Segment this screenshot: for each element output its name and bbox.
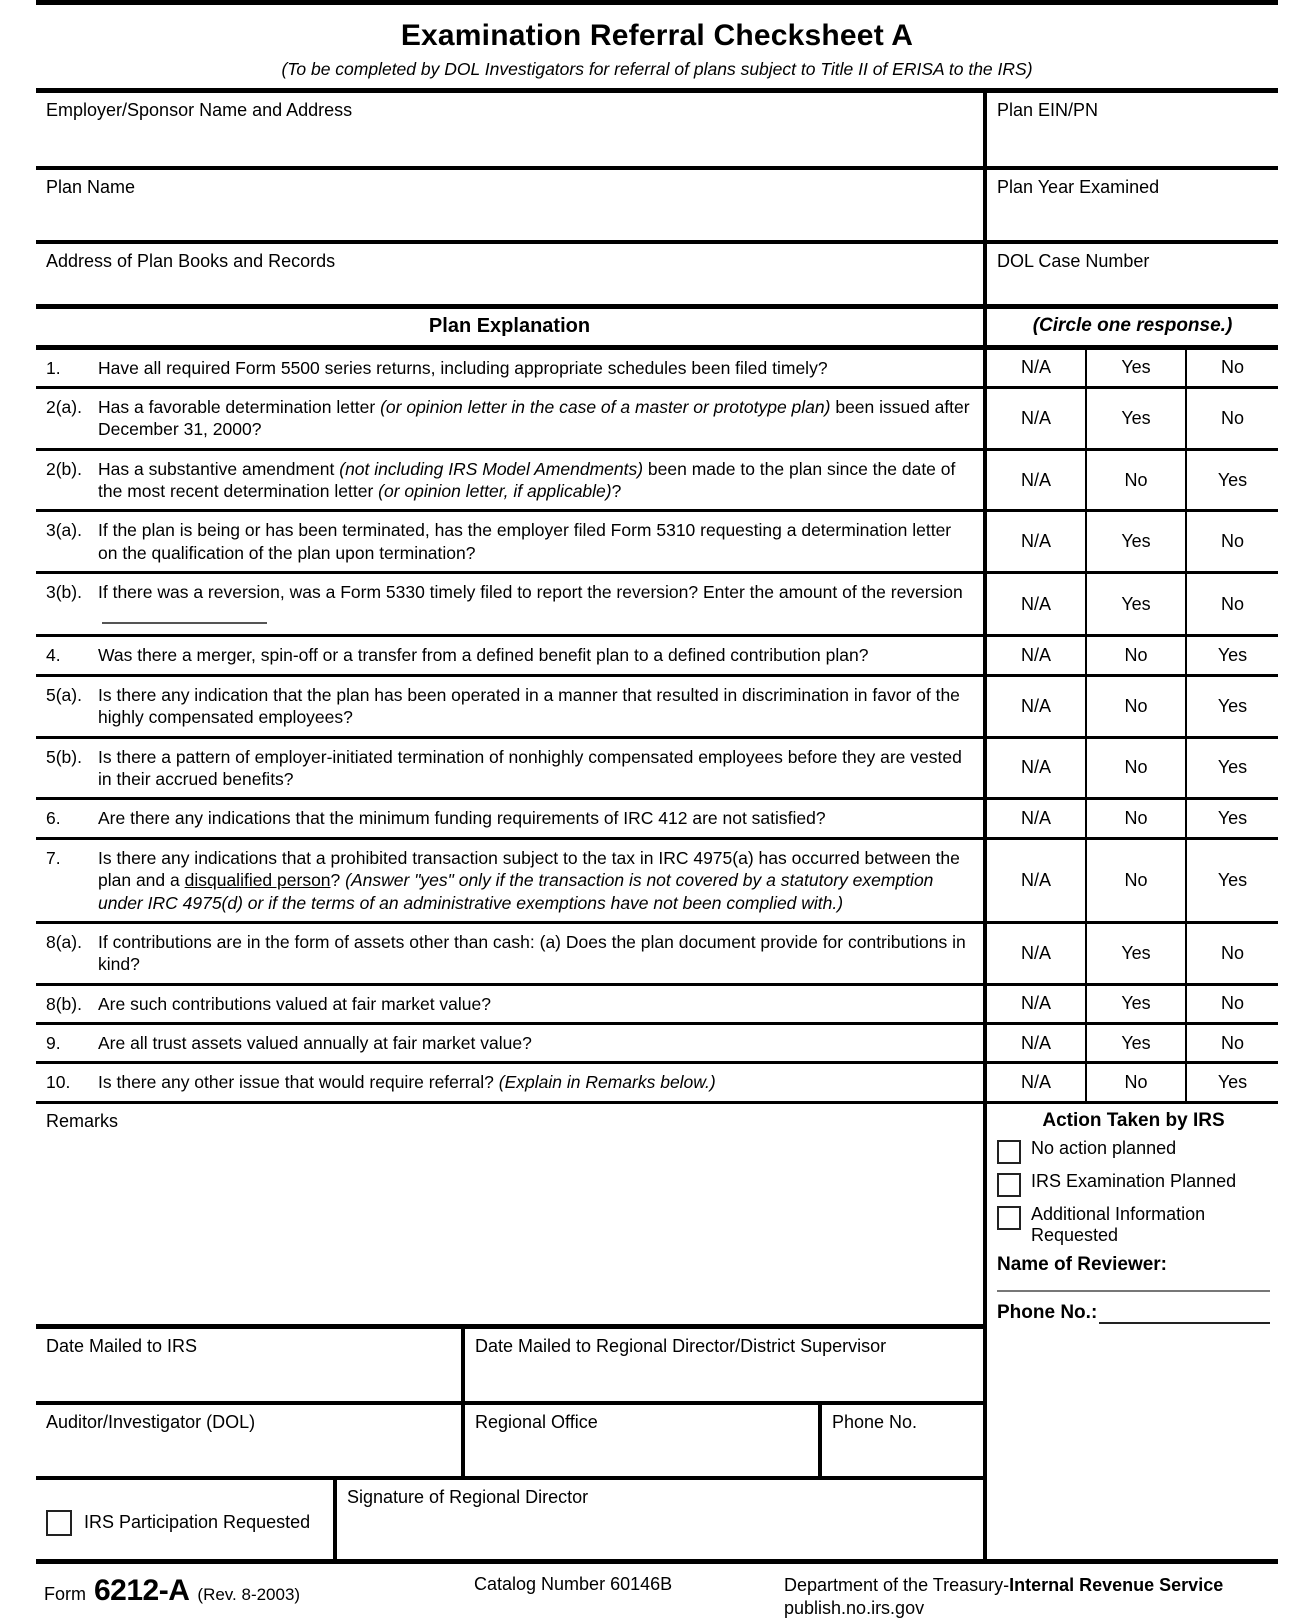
table-row bbox=[36, 800, 1278, 836]
answer-cells bbox=[983, 800, 1278, 836]
regional-office-label: Regional Office bbox=[475, 1412, 598, 1433]
signature-regional-label: Signature of Regional Director bbox=[347, 1487, 589, 1508]
question-cell bbox=[36, 677, 983, 736]
answer-option-3[interactable]: Yes bbox=[1185, 451, 1278, 510]
plan-year-field[interactable] bbox=[983, 170, 1278, 240]
question-number: 5(a). bbox=[46, 684, 82, 705]
irs-form-6212a bbox=[36, 0, 1278, 1621]
answer-option-3[interactable]: Yes bbox=[1185, 677, 1278, 736]
remarks-action-row bbox=[36, 1104, 1278, 1324]
auditor-field[interactable] bbox=[36, 1405, 461, 1476]
signature-block bbox=[36, 1324, 1278, 1559]
phone-no-label: Phone No. bbox=[832, 1412, 918, 1433]
question-number: 8(b). bbox=[46, 993, 82, 1014]
answer-option-na[interactable]: N/A bbox=[1020, 1072, 1051, 1093]
question-number: 1. bbox=[46, 357, 61, 378]
answer-option-na[interactable]: N/A bbox=[1020, 469, 1051, 490]
reviewer-phone-row[interactable] bbox=[997, 1302, 1270, 1324]
date-mailed-irs-label: Date Mailed to IRS bbox=[46, 1336, 198, 1357]
answer-option-2[interactable]: Yes bbox=[1085, 1025, 1185, 1061]
question-cell bbox=[36, 924, 983, 983]
answer-option-3[interactable]: No bbox=[1185, 1025, 1278, 1061]
question-text: Have all required Form 5500 series returns, including appropriate schedules been filed timely? bbox=[98, 357, 828, 378]
phone-no-field[interactable] bbox=[818, 1405, 983, 1476]
answer-option-3[interactable]: No bbox=[1185, 574, 1278, 634]
answer-option-na[interactable]: N/A bbox=[1020, 695, 1051, 716]
answer-option-na[interactable]: N/A bbox=[1020, 869, 1051, 890]
answer-option-na[interactable]: N/A bbox=[1020, 942, 1051, 963]
answer-option-2[interactable]: Yes bbox=[1085, 986, 1185, 1022]
table-row bbox=[36, 739, 1278, 798]
checkbox-icon[interactable] bbox=[997, 1173, 1021, 1197]
question-cell bbox=[36, 574, 983, 634]
answer-option-na[interactable]: N/A bbox=[1020, 531, 1051, 552]
action-option-additional-info[interactable] bbox=[997, 1204, 1270, 1247]
answer-option-3[interactable]: No bbox=[1185, 924, 1278, 983]
answer-cells bbox=[983, 1064, 1278, 1100]
action-taken-title: Action Taken by IRS bbox=[1042, 1109, 1225, 1131]
answer-option-2[interactable]: No bbox=[1085, 1064, 1185, 1100]
question-cell bbox=[36, 389, 983, 448]
auditor-row bbox=[36, 1405, 983, 1476]
answer-option-3[interactable]: No bbox=[1185, 512, 1278, 571]
remarks-field[interactable] bbox=[36, 1104, 983, 1270]
answer-cells bbox=[983, 986, 1278, 1022]
plan-explanation-header: Plan Explanation bbox=[428, 314, 591, 337]
answer-option-3[interactable]: No bbox=[1185, 986, 1278, 1022]
answer-option-3[interactable]: Yes bbox=[1185, 637, 1278, 673]
answer-option-3[interactable]: Yes bbox=[1185, 739, 1278, 798]
answer-option-3[interactable]: No bbox=[1185, 389, 1278, 448]
action-taken-panel bbox=[983, 1104, 1278, 1324]
question-cell bbox=[36, 739, 983, 798]
form-footer bbox=[36, 1564, 1278, 1621]
date-mailed-regional-label: Date Mailed to Regional Director/District Supervisor bbox=[475, 1336, 887, 1357]
action-option-label: No action planned bbox=[1031, 1137, 1177, 1158]
footer-form-number: 6212-A bbox=[94, 1574, 190, 1608]
answer-option-2[interactable]: No bbox=[1085, 739, 1185, 798]
question-cell bbox=[36, 800, 983, 836]
title-block bbox=[36, 5, 1278, 88]
question-cell bbox=[36, 840, 983, 921]
question-text: Are all trust assets valued annually at fair market value? bbox=[98, 1033, 532, 1054]
answer-cells bbox=[983, 924, 1278, 983]
answer-cells bbox=[983, 350, 1278, 386]
table-row bbox=[36, 677, 1278, 736]
regional-office-field[interactable] bbox=[461, 1405, 818, 1476]
footer-revision: (Rev. 8-2003) bbox=[197, 1585, 301, 1605]
answer-option-na[interactable]: N/A bbox=[1020, 808, 1051, 829]
question-number: 5(b). bbox=[46, 746, 82, 767]
question-cell bbox=[36, 986, 983, 1022]
table-row bbox=[36, 1025, 1278, 1061]
plan-ein-label: Plan EIN/PN bbox=[997, 99, 1099, 120]
question-text: Is there any other issue that would require referral? (Explain in Remarks below.) bbox=[98, 1072, 716, 1093]
reviewer-input-rule[interactable] bbox=[997, 1290, 1270, 1292]
question-number: 8(a). bbox=[46, 931, 82, 952]
answer-option-3[interactable]: Yes bbox=[1185, 1064, 1278, 1100]
dol-case-field[interactable] bbox=[983, 244, 1278, 304]
plan-year-label: Plan Year Examined bbox=[997, 176, 1160, 197]
question-cell bbox=[36, 1064, 983, 1100]
table-row bbox=[36, 637, 1278, 673]
plan-name-row bbox=[36, 170, 1278, 240]
reviewer-label: Name of Reviewer: bbox=[997, 1254, 1168, 1276]
question-text: Has a substantive amendment (not including IRS Model Amendments) been made to the plan since the date of the most recent determination letter (or opinion letter, if applicable)? bbox=[98, 458, 956, 502]
answer-option-2[interactable]: Yes bbox=[1085, 574, 1185, 634]
answer-cells bbox=[983, 512, 1278, 571]
question-text: If there was a reversion, was a Form 5330 timely filed to report the reversion? Enter the amount of the reversion bbox=[98, 581, 971, 627]
employer-label: Employer/Sponsor Name and Address bbox=[46, 99, 353, 120]
table-row bbox=[36, 840, 1278, 921]
answer-cells bbox=[983, 677, 1278, 736]
question-cell bbox=[36, 350, 983, 386]
question-number: 9. bbox=[46, 1033, 61, 1054]
question-cell bbox=[36, 451, 983, 510]
question-number: 10. bbox=[46, 1072, 71, 1093]
answer-option-2[interactable]: No bbox=[1085, 451, 1185, 510]
checkbox-icon[interactable] bbox=[997, 1140, 1021, 1164]
question-number: 4. bbox=[46, 645, 61, 666]
reviewer-phone-input[interactable] bbox=[1099, 1303, 1270, 1324]
books-address-label: Address of Plan Books and Records bbox=[46, 250, 336, 271]
answer-option-na[interactable]: N/A bbox=[1020, 993, 1051, 1014]
answer-option-3[interactable]: Yes bbox=[1185, 800, 1278, 836]
remarks-label: Remarks bbox=[46, 1110, 119, 1131]
signature-regional-field[interactable] bbox=[333, 1480, 983, 1559]
question-text: If contributions are in the form of assets other than cash: (a) Does the plan document provide for contributions in kind? bbox=[98, 931, 966, 975]
question-number: 3(a). bbox=[46, 520, 82, 541]
plan-name-field[interactable] bbox=[36, 170, 983, 240]
irs-participation-label: IRS Participation Requested bbox=[84, 1512, 311, 1533]
dol-case-label: DOL Case Number bbox=[997, 250, 1150, 271]
action-option-label: Additional Information Requested bbox=[1031, 1203, 1206, 1246]
table-header bbox=[36, 309, 1278, 345]
table-row bbox=[36, 389, 1278, 448]
answer-option-2[interactable]: No bbox=[1085, 637, 1185, 673]
answer-option-na[interactable]: N/A bbox=[1020, 357, 1051, 378]
question-text: Is there a pattern of employer-initiated termination of nonhighly compensated employees before they are vested in their accrued benefits? bbox=[98, 746, 962, 789]
footer-form-id bbox=[36, 1574, 474, 1608]
question-rows bbox=[36, 350, 1278, 1104]
answer-option-2[interactable]: No bbox=[1085, 677, 1185, 736]
question-text: Are such contributions valued at fair market value? bbox=[98, 993, 491, 1014]
question-number: 7. bbox=[46, 847, 61, 868]
footer-website: publish.no.irs.gov bbox=[784, 1598, 925, 1619]
table-row bbox=[36, 924, 1278, 983]
answer-option-2[interactable]: No bbox=[1085, 800, 1185, 836]
irs-participation-field[interactable] bbox=[36, 1480, 333, 1559]
question-number: 6. bbox=[46, 808, 61, 829]
page-subtitle: (To be completed by DOL Investigators for referral of plans subject to Title II of ERISA to the IRS) bbox=[281, 58, 1033, 79]
date-mailed-irs-field[interactable] bbox=[36, 1329, 461, 1401]
answer-cells bbox=[983, 840, 1278, 921]
table-row bbox=[36, 986, 1278, 1022]
question-number: 3(b). bbox=[46, 582, 82, 603]
action-option-label: IRS Examination Planned bbox=[1031, 1170, 1237, 1191]
answer-option-2[interactable]: Yes bbox=[1085, 350, 1185, 386]
auditor-label: Auditor/Investigator (DOL) bbox=[46, 1412, 256, 1433]
books-row bbox=[36, 244, 1278, 304]
action-option-exam-planned[interactable] bbox=[997, 1171, 1270, 1197]
footer-catalog: Catalog Number 60146B bbox=[474, 1574, 673, 1595]
question-text: If the plan is being or has been terminated, has the employer filed Form 5310 requesting a determination letter on the qualification of the plan upon termination? bbox=[98, 520, 952, 563]
answer-option-2[interactable]: No bbox=[1085, 840, 1185, 921]
question-text: Is there any indication that the plan has been operated in a manner that resulted in discrimination in favor of the highly compensated employees? bbox=[98, 684, 960, 728]
question-number: 2(a). bbox=[46, 396, 82, 417]
answer-option-na[interactable]: N/A bbox=[1020, 757, 1051, 778]
answer-cells bbox=[983, 1025, 1278, 1061]
employer-field[interactable] bbox=[36, 93, 983, 166]
plan-ein-field[interactable] bbox=[983, 93, 1278, 166]
question-text: Are there any indications that the minimum funding requirements of IRC 412 are not satisfied? bbox=[98, 808, 826, 829]
signature-right-spacer bbox=[983, 1324, 1278, 1559]
answer-cells bbox=[983, 739, 1278, 798]
answer-option-na[interactable]: N/A bbox=[1020, 407, 1051, 428]
answer-option-2[interactable]: Yes bbox=[1085, 512, 1185, 571]
question-text: Is there any indications that a prohibited transaction subject to the tax in IRC 4975(a) has occurred between the plan and a disqualified person? (Answer "yes" only if the transaction is not covered by a statutory exemption under IRC 4975(d) or if the terms of an administrative exemptions have not been complied with.) bbox=[98, 847, 960, 913]
date-mailed-row bbox=[36, 1329, 983, 1401]
table-row bbox=[36, 1064, 1278, 1100]
answer-cells bbox=[983, 451, 1278, 510]
participation-row bbox=[36, 1480, 983, 1559]
footer-form-label: Form bbox=[44, 1584, 86, 1605]
circle-one-response-header: (Circle one response.) bbox=[983, 309, 1278, 345]
question-cell bbox=[36, 512, 983, 571]
answer-option-na[interactable]: N/A bbox=[1020, 1032, 1051, 1053]
answer-option-na[interactable]: N/A bbox=[1020, 593, 1051, 614]
question-cell bbox=[36, 1025, 983, 1061]
signature-left bbox=[36, 1324, 983, 1559]
table-row bbox=[36, 451, 1278, 510]
plan-name-label: Plan Name bbox=[46, 176, 136, 197]
footer-department-prefix: Department of the Treasury- bbox=[784, 1575, 1010, 1596]
question-text: Was there a merger, spin-off or a transfer from a defined benefit plan to a defined contribution plan? bbox=[98, 645, 869, 666]
answer-cells bbox=[983, 574, 1278, 634]
table-row bbox=[36, 512, 1278, 571]
answer-option-2[interactable]: Yes bbox=[1085, 924, 1185, 983]
answer-cells bbox=[983, 637, 1278, 673]
action-option-no-action[interactable] bbox=[997, 1138, 1270, 1164]
answer-option-3[interactable]: No bbox=[1185, 350, 1278, 386]
checkbox-icon[interactable] bbox=[997, 1206, 1021, 1230]
books-address-field[interactable] bbox=[36, 244, 983, 304]
table-row bbox=[36, 350, 1278, 386]
reviewer-phone-label: Phone No.: bbox=[997, 1302, 1098, 1324]
question-cell bbox=[36, 637, 983, 673]
footer-department-bold: Internal Revenue Service bbox=[1009, 1575, 1224, 1596]
employer-row bbox=[36, 93, 1278, 166]
question-number: 2(b). bbox=[46, 458, 82, 479]
answer-option-na[interactable]: N/A bbox=[1020, 645, 1051, 666]
question-text: Has a favorable determination letter (or opinion letter in the case of a master or prototype plan) been issued after December 31, 2000? bbox=[98, 396, 970, 440]
footer-department bbox=[784, 1574, 1278, 1621]
table-row bbox=[36, 574, 1278, 634]
answer-option-3[interactable]: Yes bbox=[1185, 840, 1278, 921]
date-mailed-regional-field[interactable] bbox=[461, 1329, 983, 1401]
answer-cells bbox=[983, 389, 1278, 448]
page-title: Examination Referral Checksheet A bbox=[400, 19, 914, 52]
answer-option-2[interactable]: Yes bbox=[1085, 389, 1185, 448]
checkbox-icon[interactable] bbox=[46, 1510, 72, 1536]
